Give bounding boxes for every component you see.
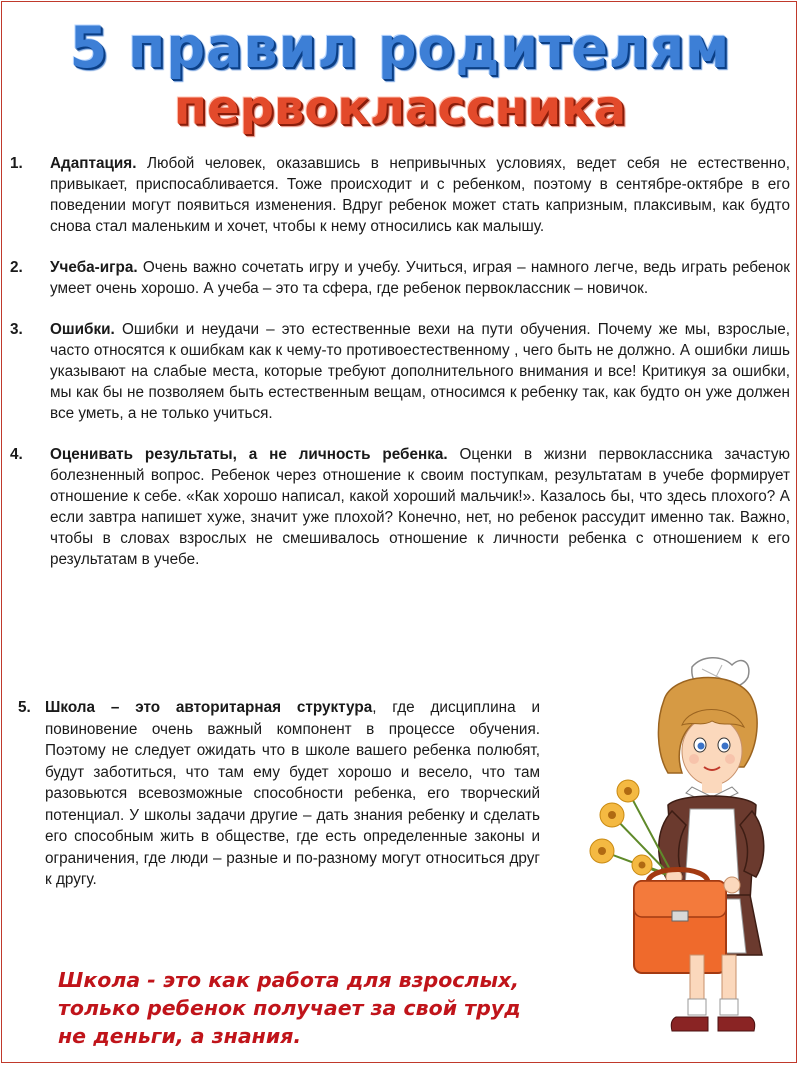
- rule-text: Очень важно сочетать игру и учебу. Учиться, играя – намного легче, ведь играть ребенок умеет очень хорошо. А учеба – это та сфера, где ребенок первоклассник – новичок.: [50, 259, 790, 297]
- rule-text: Ошибки и неудачи – это естественные вехи на пути обучения. Почему же мы, взрослые, часто относятся к ошибкам как к чему-то противоестественному , чего быть не должно. А ошибки лишь указывают на слабые места, которые требуют дополнительного внимания и все! Критикуя за ошибки, мы как бы не позволяем быть естественным вещам, относимся к ребенку так, как будто он уже должен все уметь, а не только учиться.: [50, 321, 790, 422]
- title-line-2: первоклассника: [173, 80, 627, 136]
- rule-heading: Учеба-игра.: [50, 259, 138, 276]
- quote-line-3: не деньги, а знания.: [58, 1024, 302, 1048]
- rule-text: , где дисциплина и повиновение очень важный компонент в процессе обучения. Поэтому не следует ожидать что в школе вашего ребенка полюбят, будут заботиться, что там ему будет хорошо и весело, что там разовьются всевозможные способности ребенка, его творческий потенциал. У школы задачи другие – дать знания ребенку и сделать его способным жить в обществе, где есть определенные законы и ограничения, где люди – разные и по-разному могут относиться друг к другу.: [45, 699, 540, 888]
- quote-line-1: Школа - это как работа для взрослых,: [58, 968, 519, 992]
- rule-text: Любой человек, оказавшись в непривычных условиях, ведет себя не естественно, привыкает, приспосабливается. Тоже происходит и с ребенком, поэтому в сентябре-октябре в его поведении могут появиться изменения. Вдруг ребенок может стать капризным, плаксивым, как будто снова стал маленьким и хочет, чтобы к нему относились как малышу.: [50, 155, 790, 235]
- rule-item-5: [0, 697, 540, 891]
- rule-heading: Адаптация.: [50, 155, 137, 172]
- rule-item: [0, 257, 790, 299]
- title-line-1: 5 правил родителям: [69, 14, 731, 81]
- rule-number: 2.: [10, 259, 23, 276]
- rule-number: 1.: [10, 155, 23, 172]
- rule-number: 5.: [18, 699, 31, 716]
- rule-item: [0, 319, 790, 424]
- rule-item: [0, 444, 790, 570]
- closing-quote: [58, 966, 618, 1050]
- rule-heading: Ошибки.: [50, 321, 115, 338]
- rules-list: [0, 153, 790, 590]
- rule-heading: Оценивать результаты, а не личность ребенка.: [50, 446, 448, 463]
- rule-text: Оценки в жизни первоклассника зачастую болезненный вопрос. Ребенок через отношение к своим поступкам, результатам в учебе формирует отношение к себе. «Как хорошо написал, какой хороший мальчик!». Казалось бы, что здесь плохого? А если завтра напишет хуже, значит уже плохой? Конечно, нет, но ребенок рассудит именно так. Важно, чтобы в словах взрослых не смешивалось отношение к личности ребенка с отношением к его результатам в учебе.: [50, 446, 790, 568]
- quote-line-2: только ребенок получает за свой труд: [58, 996, 521, 1020]
- rule-heading: Школа – это авторитарная структура: [45, 699, 373, 716]
- rule-item: [0, 153, 790, 237]
- rule-number: 3.: [10, 321, 23, 338]
- rule-number: 4.: [10, 446, 23, 463]
- school-bag-icon: [634, 870, 726, 974]
